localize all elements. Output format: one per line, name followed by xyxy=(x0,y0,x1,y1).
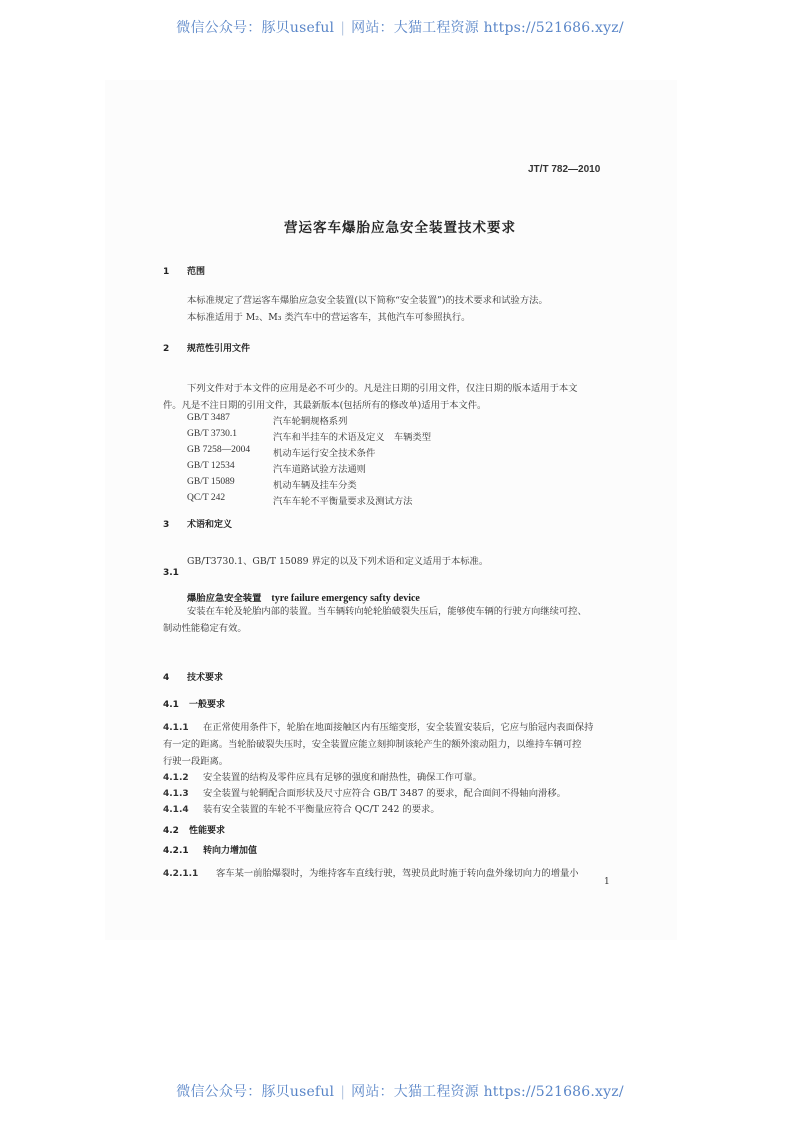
section-2-intro-line-2: 件。凡是不注日期的引用文件，其最新版本(包括所有的修改单)适用于本文件。 xyxy=(163,400,487,411)
clause-text: 在正常使用条件下，轮胎在地面接触区内有压缩变形，安全装置安装后，它应与胎冠内表面保持 xyxy=(203,722,594,733)
reference-title: 机动车运行安全技术条件 xyxy=(273,448,376,459)
clause-4-2-1-1 xyxy=(163,865,579,879)
watermark-wechat: 微信公众号：豚贝useful xyxy=(176,20,335,36)
section-title: 规范性引用文件 xyxy=(187,344,251,354)
watermark-website: 网站：大猫工程资源 https://521686.xyz/ xyxy=(351,20,624,36)
clause-number: 4.2 xyxy=(163,826,179,836)
section-2-heading xyxy=(163,341,250,354)
reference-title: 汽车轮辋规格系列 xyxy=(273,416,348,427)
clause-title: 性能要求 xyxy=(189,826,226,836)
document-code: JT/T 782—2010 xyxy=(528,164,601,175)
reference-title: 汽车车轮不平衡量要求及测试方法 xyxy=(273,496,413,507)
clause-title: 转向力增加值 xyxy=(203,846,258,856)
clause-number: 4.1.4 xyxy=(163,805,189,815)
section-3-intro: GB/T3730.1、GB/T 15089 界定的以及下列术语和定义适用于本标准。 xyxy=(187,556,489,567)
clause-4-1-heading xyxy=(163,697,225,710)
section-2-intro-line-1: 下列文件对于本文件的应用是必不可少的。凡是注日期的引用文件，仅注日期的版本适用于本文 xyxy=(187,383,578,394)
section-title: 技术要求 xyxy=(187,673,224,683)
clause-3-1-number: 3.1 xyxy=(163,568,179,578)
reference-title: 汽车道路试验方法通则 xyxy=(273,464,366,475)
clause-text: 装有安全装置的车轮不平衡量应符合 QC/T 242 的要求。 xyxy=(203,804,440,815)
section-number: 3 xyxy=(163,520,170,530)
clause-4-1-3 xyxy=(163,785,566,799)
section-number: 2 xyxy=(163,344,170,354)
reference-code: GB/T 3730.1 xyxy=(187,429,237,439)
clause-4-1-1-line-2: 有一定的距离。当轮胎破裂失压时，安全装置应能立刻抑制该轮产生的额外滚动阻力，以维持车辆可控 xyxy=(163,739,582,750)
reference-code: GB/T 15089 xyxy=(187,477,235,487)
reference-code: GB/T 12534 xyxy=(187,461,235,471)
clause-4-1-4 xyxy=(163,801,440,815)
reference-title: 机动车辆及挂车分类 xyxy=(273,480,357,491)
section-1-para-1: 本标准规定了营运客车爆胎应急安全装置(以下简称“安全装置”)的技术要求和试验方法。 xyxy=(187,295,548,306)
reference-code: GB/T 3487 xyxy=(187,413,230,423)
clause-number: 4.2.1.1 xyxy=(163,869,199,879)
term-chinese: 爆胎应急安全装置 xyxy=(187,593,262,604)
section-1-para-2: 本标准适用于 M₂、M₃ 类汽车中的营运客车，其他汽车可参照执行。 xyxy=(187,312,471,323)
clause-text: 安全装置的结构及零件应具有足够的强度和耐热性，确保工作可靠。 xyxy=(203,772,482,783)
reference-title: 汽车和半挂车的术语及定义 车辆类型 xyxy=(273,432,432,443)
clause-4-2-heading xyxy=(163,823,225,836)
document-title: 营运客车爆胎应急安全装置技术要求 xyxy=(284,220,516,236)
clause-number: 4.1 xyxy=(163,700,179,710)
section-3-heading xyxy=(163,517,232,530)
section-title: 术语和定义 xyxy=(187,520,233,530)
term-definition-line-1: 安装在车轮及轮胎内部的装置。当车辆转向轮轮胎破裂失压后，能够使车辆的行驶方向继续可控、 xyxy=(187,606,587,617)
term-definition-line-2: 制动性能稳定有效。 xyxy=(163,623,247,634)
section-number: 4 xyxy=(163,673,170,683)
reference-code: QC/T 242 xyxy=(187,493,226,503)
watermark-footer xyxy=(0,1081,800,1101)
watermark-header xyxy=(0,17,800,37)
section-number: 1 xyxy=(163,267,170,277)
watermark-wechat: 微信公众号：豚贝useful xyxy=(176,1084,335,1100)
clause-title: 一般要求 xyxy=(189,700,226,710)
clause-text: 安全装置与轮辋配合面形状及尺寸应符合 GB/T 3487 的要求，配合面间不得轴向滑移。 xyxy=(203,788,566,799)
watermark-separator: | xyxy=(340,1084,346,1100)
section-title: 范围 xyxy=(187,267,206,277)
watermark-website: 网站：大猫工程资源 https://521686.xyz/ xyxy=(351,1084,624,1100)
clause-4-2-1-heading xyxy=(163,843,257,856)
clause-4-1-1-line-3: 行驶一段距离。 xyxy=(163,756,229,767)
clause-number: 4.2.1 xyxy=(163,846,189,856)
clause-4-1-1-line-1 xyxy=(163,719,593,733)
clause-4-1-2 xyxy=(163,769,482,783)
clause-number: 4.1.2 xyxy=(163,773,189,783)
term-english: tyre failure emergency safty device xyxy=(271,593,420,604)
clause-number: 4.1.3 xyxy=(163,789,189,799)
watermark-separator: | xyxy=(340,20,346,36)
section-1-heading xyxy=(163,264,205,277)
page-number: 1 xyxy=(604,877,610,887)
clause-number: 4.1.1 xyxy=(163,723,189,733)
section-4-heading xyxy=(163,670,223,683)
clause-text: 客车某一前胎爆裂时，为维持客车直线行驶，驾驶员此时施于转向盘外缘切向力的增量小 xyxy=(216,868,579,879)
reference-code: GB 7258—2004 xyxy=(187,445,251,455)
